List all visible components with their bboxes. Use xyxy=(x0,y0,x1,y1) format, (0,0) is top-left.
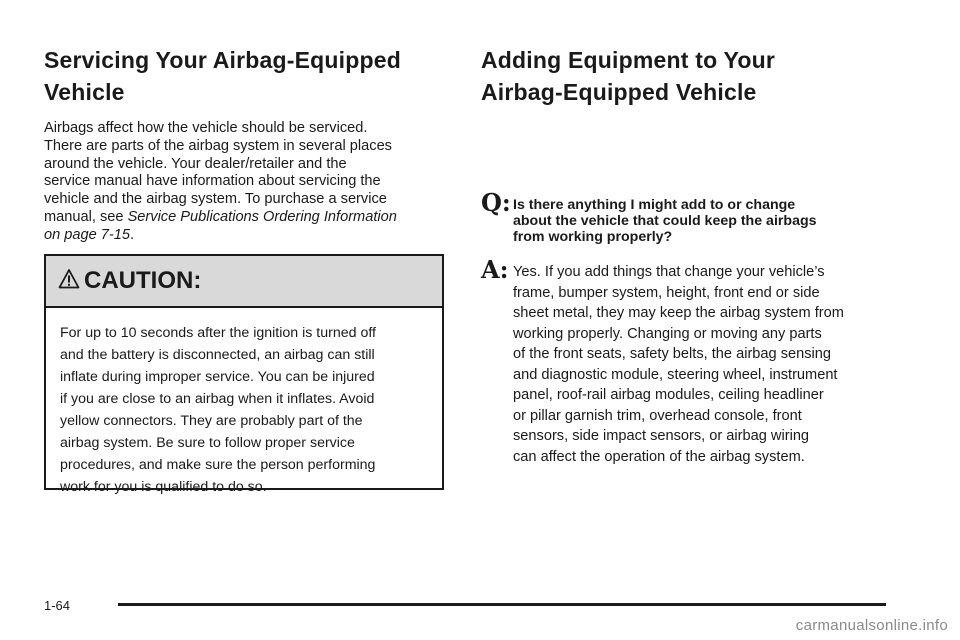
answer-line: Yes. If you add things that change your vehicle’s xyxy=(513,264,825,280)
watermark: carmanualsonline.info xyxy=(795,617,948,634)
answer-label: A: xyxy=(481,255,509,284)
answer-line: of the front seats, safety belts, the airbag sensing xyxy=(513,346,832,362)
question-line: Is there anything I might add to or change xyxy=(513,197,796,213)
service-publications-reference-page: on page 7-15 xyxy=(44,226,131,243)
question-block xyxy=(481,188,921,245)
answer-line: working properly. Changing or moving any parts xyxy=(513,325,822,342)
answer-line: sheet metal, they may keep the airbag system from xyxy=(513,305,844,321)
answer-text xyxy=(513,259,844,467)
service-publications-reference: Service Publications Ordering Information xyxy=(127,208,397,225)
answer-block xyxy=(481,255,921,467)
body-line-end: . xyxy=(130,226,135,243)
heading-line: Airbag-Equipped Vehicle xyxy=(481,79,757,105)
caution-box xyxy=(44,254,444,495)
caution-header xyxy=(46,256,442,308)
warning-triangle-icon xyxy=(58,268,80,295)
heading-line: Adding Equipment to Your xyxy=(481,47,775,73)
caution-line: airbag system. Be sure to follow proper service xyxy=(60,435,355,451)
question-line: from working properly? xyxy=(513,229,673,245)
answer-line: frame, bumper system, height, front end or side xyxy=(513,284,820,301)
heading-line: Servicing Your Airbag-Equipped xyxy=(44,47,402,73)
page-number: 1-64 xyxy=(44,598,71,613)
caution-line: yellow connectors. They are probably part of the xyxy=(60,413,363,429)
caution-line: work for you is qualified to do so. xyxy=(60,479,267,495)
answer-line: and diagnostic module, steering wheel, instrument xyxy=(513,366,838,383)
servicing-paragraph xyxy=(44,120,444,245)
heading-line: Vehicle xyxy=(44,79,125,105)
body-line: manual, see xyxy=(44,208,128,225)
caution-line: For up to 10 seconds after the ignition is turned off xyxy=(60,325,376,341)
caution-line: procedures, and make sure the person performing xyxy=(60,457,376,473)
section-heading-adding-equipment xyxy=(481,44,921,108)
caution-line: inflate during improper service. You can be injured xyxy=(60,369,375,385)
answer-line: can affect the operation of the airbag system. xyxy=(513,448,805,465)
answer-line: or pillar garnish trim, overhead console, front xyxy=(513,407,802,424)
section-heading-servicing xyxy=(44,44,448,108)
body-line: around the vehicle. Your dealer/retailer and the xyxy=(44,155,347,172)
left-column xyxy=(44,44,448,245)
answer-line: sensors, side impact sensors, or airbag wiring xyxy=(513,428,810,444)
question-label: Q: xyxy=(481,188,511,217)
caution-line: if you are close to an airbag when it inflates. Avoid xyxy=(60,391,375,407)
right-column xyxy=(481,44,921,467)
question-text xyxy=(513,192,817,245)
body-line: Airbags affect how the vehicle should be serviced. xyxy=(44,120,368,136)
footer-rule xyxy=(118,603,886,606)
body-line: vehicle and the airbag system. To purchase a service xyxy=(44,191,387,208)
caution-line: and the battery is disconnected, an airbag can still xyxy=(60,347,375,363)
question-line: about the vehicle that could keep the airbags xyxy=(513,213,817,229)
body-line: There are parts of the airbag system in several places xyxy=(44,137,392,154)
caution-text xyxy=(46,308,442,498)
caution-title: CAUTION: xyxy=(84,267,202,294)
body-line: service manual have information about servicing the xyxy=(44,173,381,190)
answer-line: panel, roof-rail airbag modules, ceiling headliner xyxy=(513,387,824,403)
